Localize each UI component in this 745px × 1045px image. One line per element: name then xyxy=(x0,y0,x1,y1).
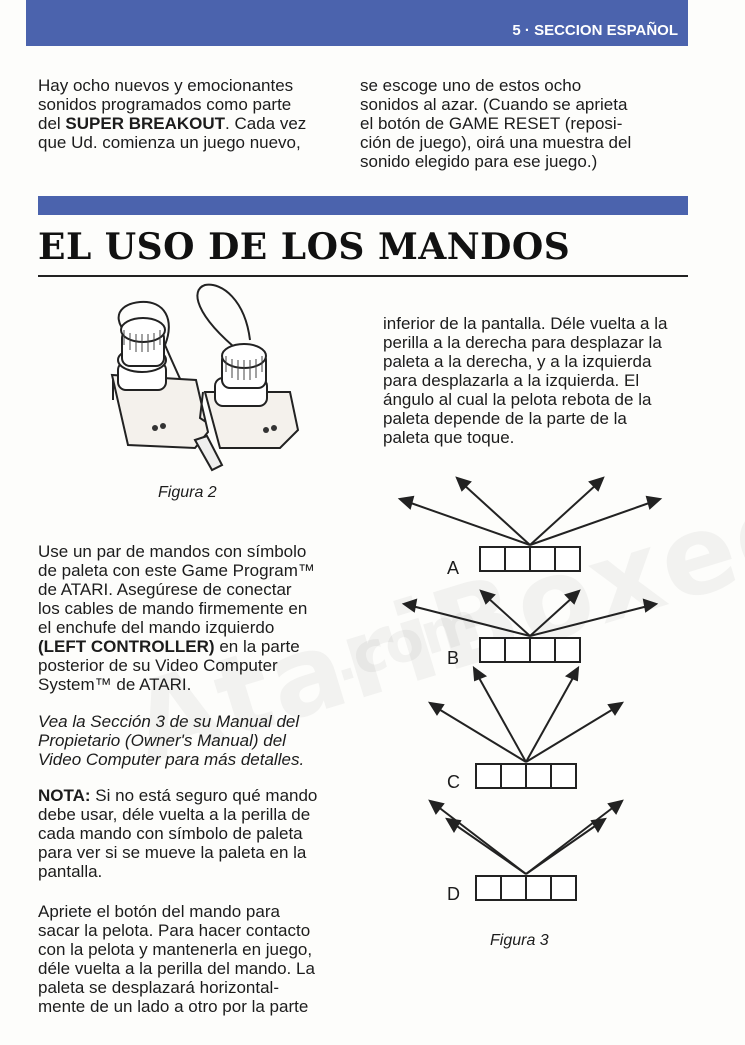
text-span: en la parte xyxy=(214,637,300,656)
text-line xyxy=(38,637,348,656)
text-line: paleta se desplazará horizontal- xyxy=(38,978,279,997)
text-line: Use un par de mandos con símbolo xyxy=(38,542,307,561)
figure3-caption: Figura 3 xyxy=(490,932,549,949)
section-label: 5 · SECCION ESPAÑOL xyxy=(512,22,678,39)
text-line: ción de juego), oirá una muestra del xyxy=(360,133,632,152)
text-line: pantalla. xyxy=(38,862,103,881)
left-p4 xyxy=(38,902,348,1016)
text-line: de paleta con este Game Program™ xyxy=(38,561,315,580)
text-line: el enchufe del mando izquierdo xyxy=(38,618,275,637)
text-line: se escoge uno de estos ocho xyxy=(360,76,582,95)
text-line: paleta depende de la parte de la xyxy=(383,409,627,428)
game-title: SUPER BREAKOUT xyxy=(65,114,226,133)
text-line: paleta que toque. xyxy=(383,428,515,447)
text-line: ángulo al cual la pelota rebota de la xyxy=(383,390,652,409)
text-line: el botón de GAME RESET (reposi- xyxy=(360,114,623,133)
text-span: . Cada vez xyxy=(225,114,307,133)
text-line: los cables de mando firmemente en xyxy=(38,599,308,618)
left-nota xyxy=(38,786,348,881)
text-line: Hay ocho nuevos y emocionantes xyxy=(38,76,294,95)
text-line: inferior de la pantalla. Déle vuelta a la xyxy=(383,314,668,333)
text-line: déle vuelta a la perilla del mando. La xyxy=(38,959,315,978)
text-line: sonido elegido para ese juego.) xyxy=(360,152,598,171)
figure2-caption: Figura 2 xyxy=(158,484,217,501)
text-line: que Ud. comienza un juego nuevo, xyxy=(38,133,301,152)
left-p2 xyxy=(38,712,348,769)
text-span: Si no está seguro qué mando xyxy=(90,786,318,805)
text-line: para ver si se mueve la paleta en la xyxy=(38,843,307,862)
text-line: Apriete el botón del mando para xyxy=(38,902,280,921)
section-title: EL USO DE LOS MANDOS xyxy=(38,226,571,268)
text-line: mente de un lado a otro por la parte xyxy=(38,997,309,1016)
text-line: sonidos al azar. (Cuando se aprieta xyxy=(360,95,628,114)
left-controller-label: (LEFT CONTROLLER) xyxy=(38,637,215,656)
text-line: System™ de ATARI. xyxy=(38,675,192,694)
text-span: del xyxy=(38,114,66,133)
text-line: posterior de su Video Computer xyxy=(38,656,278,675)
text-line: con la pelota y mantenerla en juego, xyxy=(38,940,313,959)
text-line: perilla a la derecha para desplazar la xyxy=(383,333,662,352)
text-line: Propietario (Owner's Manual) del xyxy=(38,731,286,750)
text-line: sacar la pelota. Para hacer contacto xyxy=(38,921,311,940)
panel-label-c: C xyxy=(447,772,460,792)
nota-label: NOTA: xyxy=(38,786,91,805)
text-line: cada mando con símbolo de paleta xyxy=(38,824,303,843)
text-line: paleta a la derecha, y a la izquierda xyxy=(383,352,652,371)
text-line: para desplazarla a la izquierda. El xyxy=(383,371,640,390)
panel-label-b: B xyxy=(447,648,460,668)
text-line: sonidos programados como parte xyxy=(38,95,292,114)
panel-label-a: A xyxy=(447,558,460,578)
text-line: debe usar, déle vuelta a la perilla de xyxy=(38,805,311,824)
right-column-text xyxy=(383,314,693,447)
rebound-arrows xyxy=(400,478,660,874)
text-line xyxy=(38,786,348,805)
text-line: Video Computer para más detalles. xyxy=(38,750,305,769)
text-line: de ATARI. Asegúrese de conectar xyxy=(38,580,292,599)
left-p1 xyxy=(38,542,348,694)
text-line: Vea la Sección 3 de su Manual del xyxy=(38,712,300,731)
panel-label-d: D xyxy=(447,884,460,904)
